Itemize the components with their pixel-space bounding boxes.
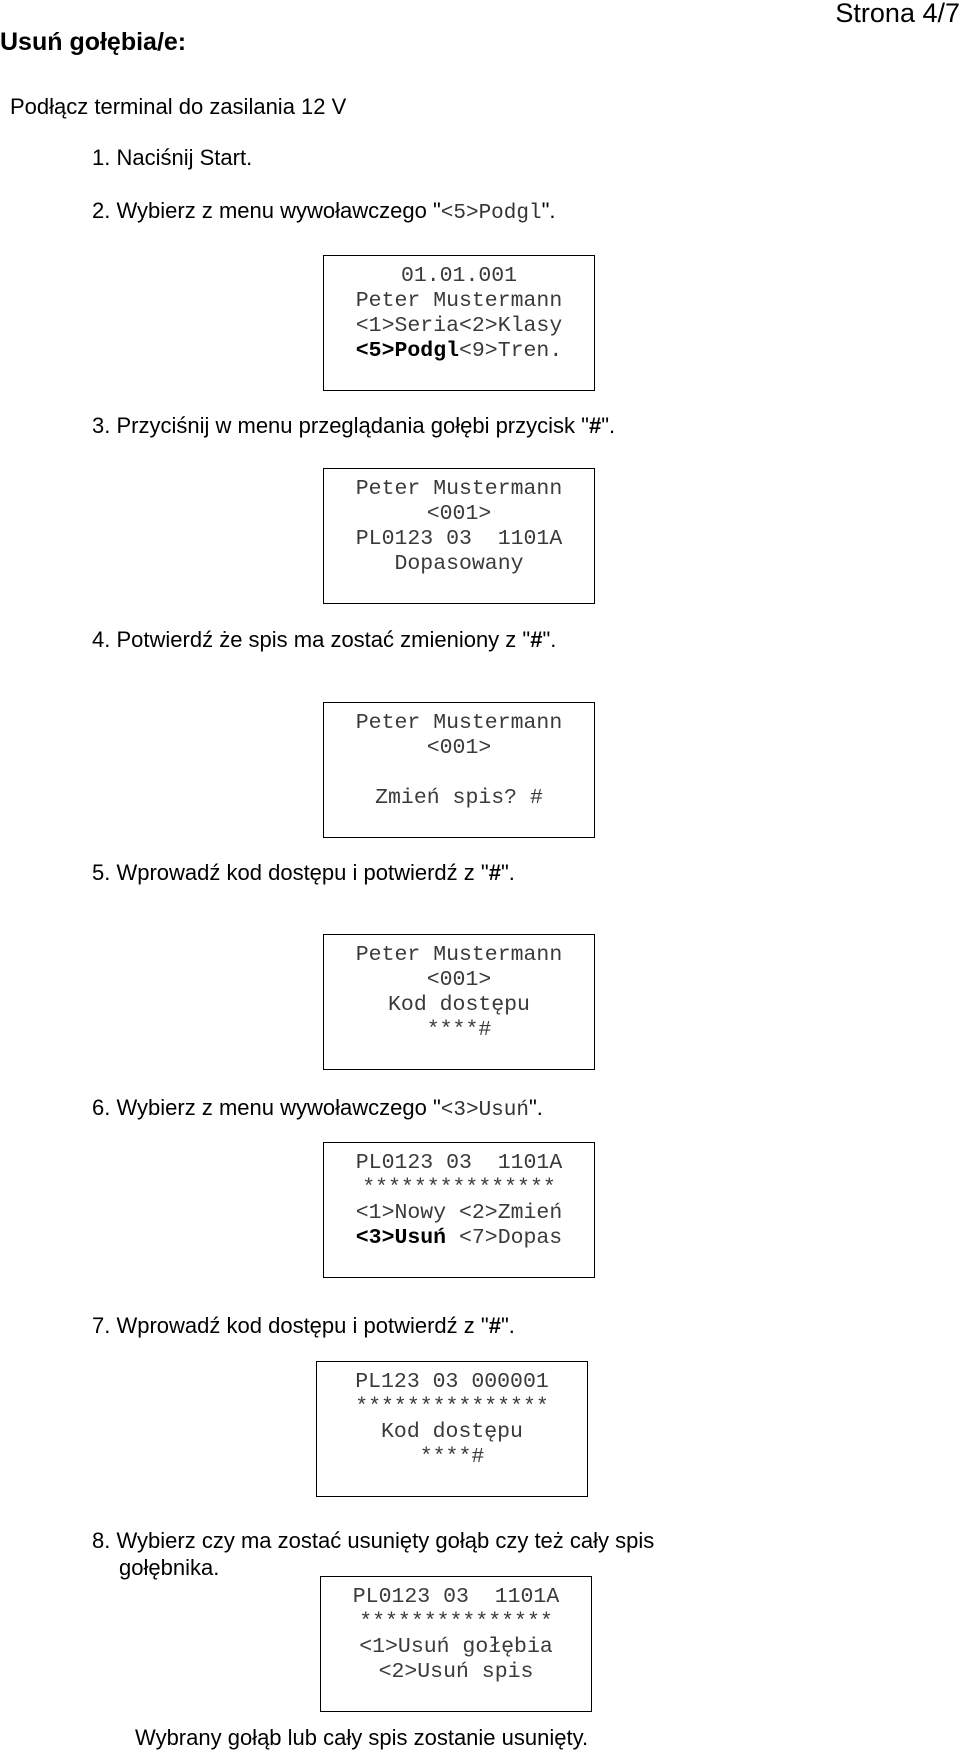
step-number: 3. xyxy=(92,413,111,438)
screen-line-highlight: <3>Usuń xyxy=(355,1226,447,1250)
page-number: Strona 4/7 xyxy=(835,0,960,28)
menu-code: <3>Usuń xyxy=(440,1099,529,1122)
step-text: Przyciśnij w menu przeglądania gołębi przycisk " xyxy=(116,413,589,438)
screen-line: Kod dostępu xyxy=(381,1420,523,1444)
step-6 xyxy=(92,1095,543,1122)
screen-line: ****# xyxy=(426,1018,492,1042)
step-number: 8. xyxy=(92,1528,111,1553)
step-number: 1. xyxy=(92,145,111,170)
step-3 xyxy=(92,413,615,439)
screen-line: <001> xyxy=(426,968,492,992)
step-4 xyxy=(92,627,556,653)
screen-line: *************** xyxy=(359,1610,553,1634)
screen-line: 01.01.001 xyxy=(400,264,518,288)
terminal-screen-5 xyxy=(323,1142,595,1278)
menu-code: <5>Podgl xyxy=(440,202,542,225)
screen-line: Peter Mustermann xyxy=(355,711,563,735)
screen-line: <7>Dopas xyxy=(446,1226,563,1250)
screen-line: <9>Tren. xyxy=(459,339,563,363)
terminal-screen-2 xyxy=(323,468,595,604)
intro-text: Podłącz terminal do zasilania 12 V xyxy=(10,94,347,119)
step-text-end: ". xyxy=(500,860,515,885)
screen-line: <001> xyxy=(426,502,492,526)
step-5 xyxy=(92,860,515,886)
screen-line: ****# xyxy=(419,1445,485,1469)
screen-line: *************** xyxy=(362,1176,556,1200)
hash-key: # xyxy=(488,1313,501,1338)
step-text: Naciśnij Start. xyxy=(116,145,253,170)
hash-key: # xyxy=(530,627,543,652)
step-number: 6. xyxy=(92,1095,111,1120)
step-text-end: ". xyxy=(541,198,556,223)
page-title: Usuń gołębia/e: xyxy=(0,28,187,56)
screen-line: PL123 03 000001 xyxy=(355,1370,549,1394)
screen-line: *************** xyxy=(355,1395,549,1419)
terminal-screen-6 xyxy=(316,1361,588,1497)
screen-line: Peter Mustermann xyxy=(355,289,563,313)
screen-line: Peter Mustermann xyxy=(355,477,563,501)
step-text: Wybierz z menu wywoławczego " xyxy=(116,198,441,223)
step-text: Wprowadź kod dostępu i potwierdź z " xyxy=(116,1313,489,1338)
step-1 xyxy=(92,145,252,171)
step-text: Potwierdź że spis ma zostać zmieniony z " xyxy=(116,627,531,652)
step-number: 4. xyxy=(92,627,111,652)
step-text-end: ". xyxy=(528,1095,543,1120)
step-text: Wprowadź kod dostępu i potwierdź z " xyxy=(116,860,489,885)
screen-line-highlight: <5>Podgl xyxy=(355,339,459,363)
step-number: 7. xyxy=(92,1313,111,1338)
screen-line: PL0123 03 1101A xyxy=(355,527,563,551)
screen-line: <1>Nowy <2>Zmień xyxy=(355,1201,563,1225)
screen-line: <1>Seria<2>Klasy xyxy=(355,314,563,338)
screen-line: <1>Usuń gołębia xyxy=(359,1635,553,1659)
screen-line: Peter Mustermann xyxy=(355,943,563,967)
step-2 xyxy=(92,198,556,225)
terminal-screen-7 xyxy=(320,1576,592,1712)
step-number: 5. xyxy=(92,860,111,885)
screen-line: Zmień spis? # xyxy=(375,786,543,810)
screen-line: Kod dostępu xyxy=(388,993,530,1017)
screen-line: Dopasowany xyxy=(394,552,524,576)
step-8 xyxy=(92,1528,654,1554)
screen-line: PL0123 03 1101A xyxy=(355,1151,563,1175)
step-text: Wybierz z menu wywoławczego " xyxy=(116,1095,441,1120)
step-8-continued: gołębnika. xyxy=(119,1555,220,1580)
terminal-screen-1 xyxy=(323,255,595,391)
step-text: Wybierz czy ma zostać usunięty gołąb czy też cały spis xyxy=(116,1528,655,1553)
step-7 xyxy=(92,1313,515,1339)
screen-line: <2>Usuń spis xyxy=(378,1660,534,1684)
screen-line: <001> xyxy=(426,736,492,760)
step-text-end: ". xyxy=(500,1313,515,1338)
terminal-screen-4 xyxy=(323,934,595,1070)
hash-key: # xyxy=(488,860,501,885)
hash-key: # xyxy=(588,413,602,438)
step-text-end: ". xyxy=(542,627,557,652)
step-number: 2. xyxy=(92,198,111,223)
closing-note: Wybrany gołąb lub cały spis zostanie usunięty. xyxy=(135,1725,589,1750)
terminal-screen-3 xyxy=(323,702,595,838)
screen-line: PL0123 03 1101A xyxy=(352,1585,560,1609)
step-text-end: ". xyxy=(601,413,616,438)
